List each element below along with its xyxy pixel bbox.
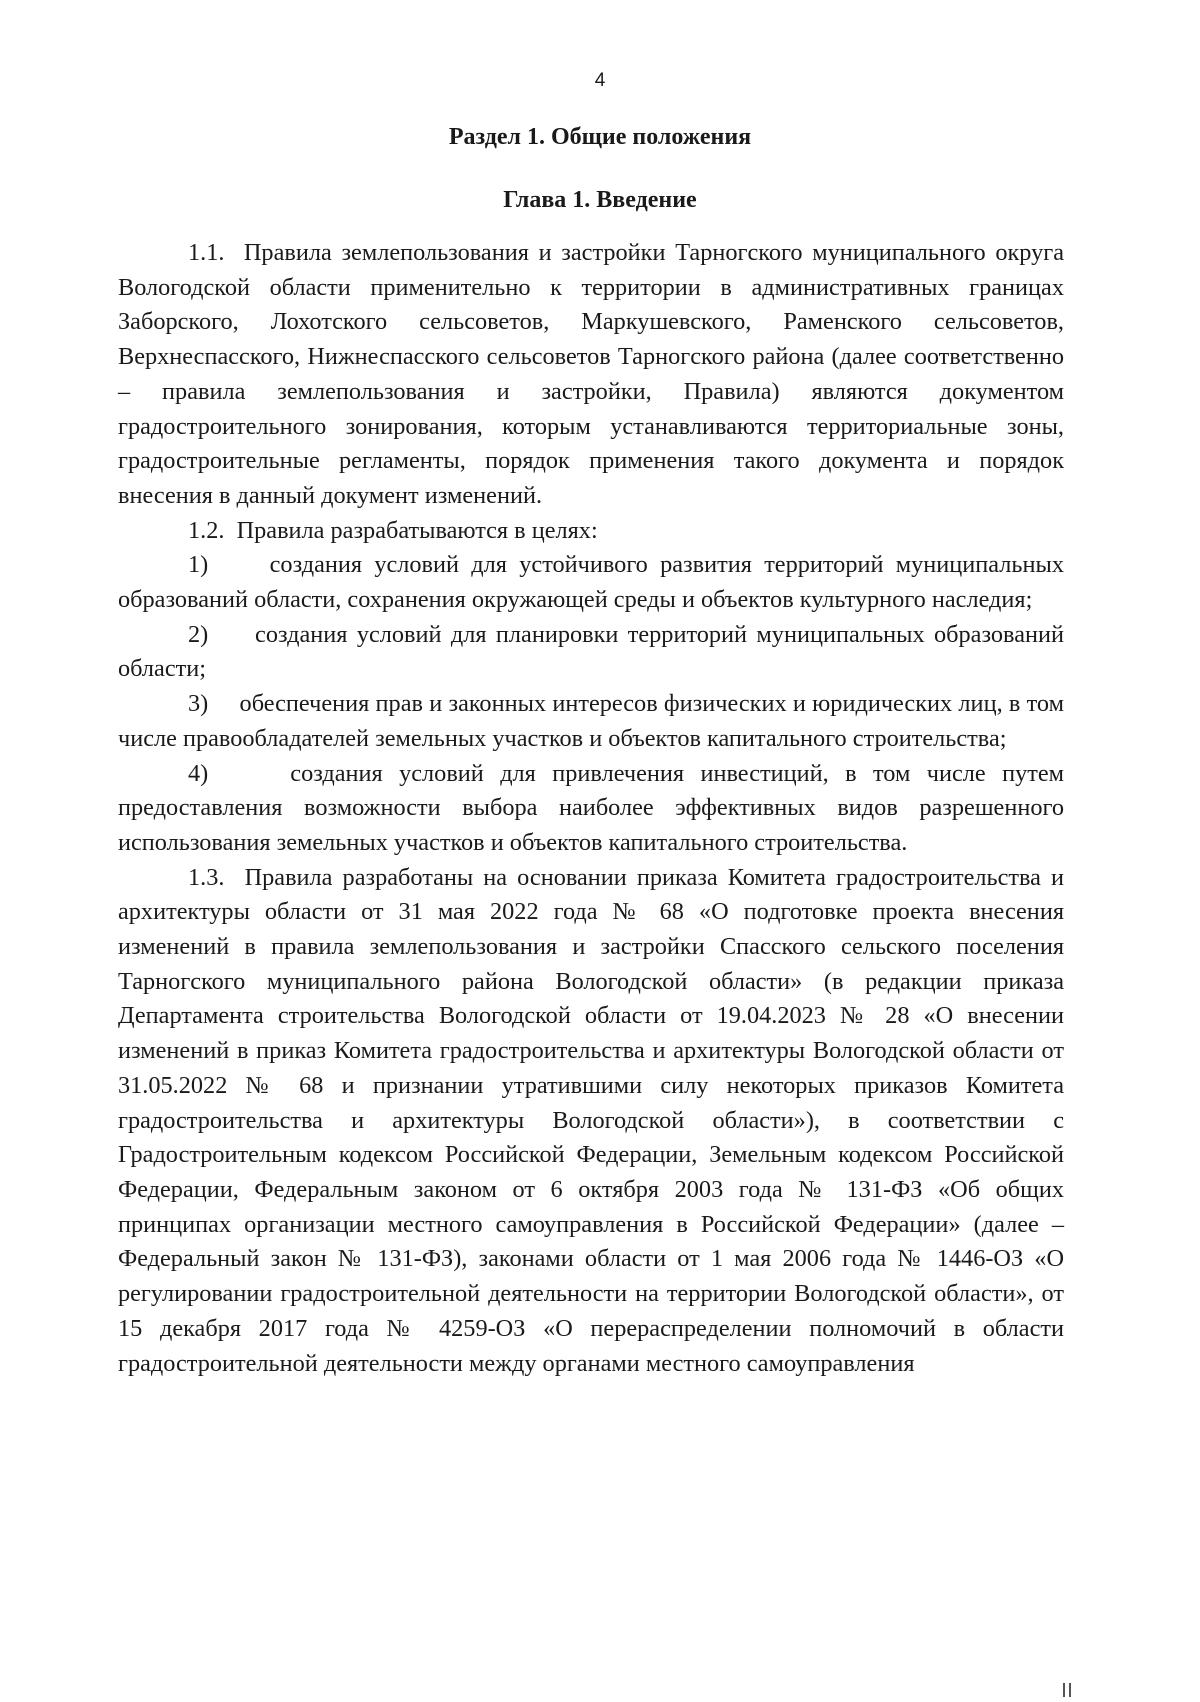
- chapter-title: Глава 1. Введение: [503, 187, 697, 213]
- list-item-3: 3) обеспечения прав и законных интересов физических и юридических лиц, в том числе правообладателей земельных участков и объектов капитального строительства;: [118, 690, 1064, 752]
- scan-edge-marks: [1063, 1683, 1079, 1697]
- paragraph-1-1: 1.1. Правила землепользования и застройки Тарногского муниципального округа Вологодской области применительно к территории в административных границах Заборского, Лохотского сельсоветов, Маркушевского, Раменского сельсоветов, Верхнеспасского, Нижнеспасского сельсоветов Тарногского района (далее соответственно – правила землепользования и застройки, Правила) являются документом градостроительного зонирования, которым устанавливаются территориальные зоны, градостроительные регламенты, порядок применения такого документа и порядок внесения в данный документ изменений.: [118, 239, 1064, 509]
- body-text: [118, 236, 1064, 1381]
- paragraph-1-2: 1.2. Правила разрабатываются в целях:: [188, 516, 598, 544]
- list-item-4: 4) создания условий для привлечения инвестиций, в том числе путем предоставления возможности выбора наиболее эффективных видов разрешенного использования земельных участков и объектов капитального строительства.: [118, 759, 1064, 856]
- section-title: Раздел 1. Общие положения: [448, 124, 752, 150]
- list-item-1: 1) создания условий для устойчивого развития территорий муниципальных образований области, сохранения окружающей среды и объектов культурного наследия;: [118, 551, 1064, 614]
- paragraph-1-3: 1.3. Правила разработаны на основании приказа Комитета градостроительства и архитектуры области от 31 мая 2022 года № 68 «О подготовке проекта внесения изменений в правила землепользования и застройки Спасского сельского поселения Тарногского муниципального района Вологодской области» (в редакции приказа Департамента строительства Вологодской области от 19.04.2023 № 28 «О внесении изменений в приказ Комитета градостроительства и архитектуры Вологодской области от 31.05.2022 № 68 и признании утратившими силу некоторых приказов Комитета градостроительства и архитектуры Вологодской области»), в соответствии с Градостроительным кодексом Российской Федерации, Земельным кодексом Российской Федерации, Федеральным законом от 6 октября 2003 года № 131-ФЗ «Об общих принципах организации местного самоуправления в Российской Федерации» (далее – Федеральный закон № 131-ФЗ), законами области от 1 мая 2006 года № 1446-ОЗ «О регулировании градостроительной деятельности на территории Вологодской области», от 15 декабря 2017 года № 4259-ОЗ «О перераспределении полномочий в области градостроительной деятельности между органами местного самоуправления: [118, 863, 1064, 1377]
- page-number: 4: [594, 70, 606, 91]
- list-item-2: 2) создания условий для планировки территорий муниципальных образований области;: [118, 620, 1064, 683]
